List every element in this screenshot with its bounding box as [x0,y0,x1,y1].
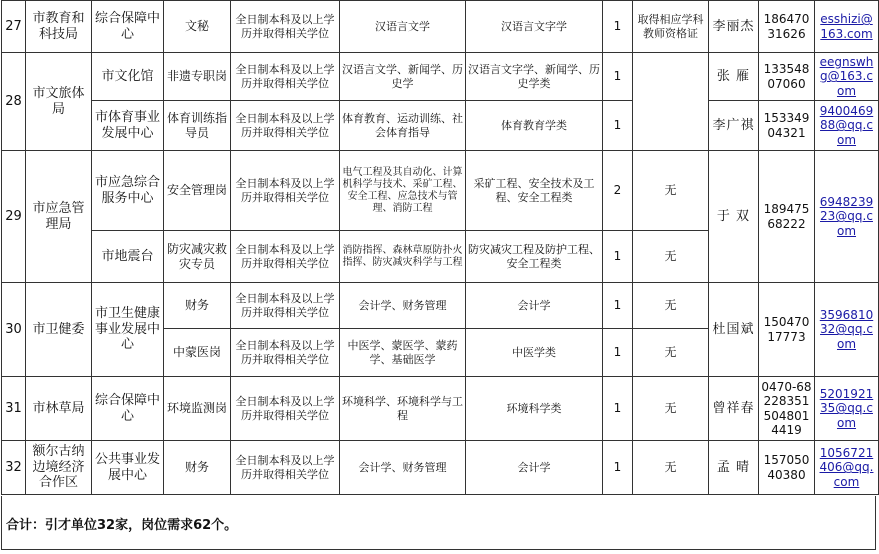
education-cell: 全日制本科及以上学历并取得相关学位 [231,53,340,101]
graduate-major-cell: 消防指挥、森林草原防扑火指挥、防灾减灾科学与工程 [340,231,466,283]
row-number: 30 [2,283,26,377]
row-number: 27 [2,1,26,53]
position-table [1,0,879,495]
contact-person-cell: 李广祺 [709,101,759,151]
table-row [2,283,879,329]
table-row [2,101,879,151]
education-cell: 全日制本科及以上学历并取得相关学位 [231,231,340,283]
other-requirement-cell [633,53,709,151]
contact-person-cell: 曾祥春 [709,377,759,441]
post-cell: 安全管理岗 [164,151,231,231]
post-cell: 防灾减灾救灾专员 [164,231,231,283]
count-cell: 1 [603,53,633,101]
department-cell: 额尔古纳边境经济合作区 [26,441,92,495]
unit-cell: 市应急综合服务中心 [92,151,164,231]
count-cell: 1 [603,329,633,377]
department-cell: 市林草局 [26,377,92,441]
post-cell: 体育训练指导员 [164,101,231,151]
graduate-major-cell: 汉语言文学 [340,1,466,53]
education-cell: 全日制本科及以上学历并取得相关学位 [231,151,340,231]
undergraduate-major-cell: 采矿工程、安全技术及工程、安全工程类 [466,151,603,231]
summary-footer [1,496,876,550]
graduate-major-cell: 中医学、蒙医学、蒙药学、基础医学 [340,329,466,377]
phone-cell: 15047017773 [759,283,815,377]
unit-cell: 市体育事业发展中心 [92,101,164,151]
unit-cell: 公共事业发展中心 [92,441,164,495]
department-cell: 市卫健委 [26,283,92,377]
count-cell: 1 [603,1,633,53]
unit-cell: 市卫生健康事业发展中心 [92,283,164,377]
phone-cell: 0470-682283515048014419 [759,377,815,441]
graduate-major-cell: 汉语言文学、新闻学、历史学 [340,53,466,101]
other-requirement-cell: 无 [633,329,709,377]
email-link[interactable]: 1056721406@qq.com [815,441,879,495]
table-row [2,53,879,101]
email-link[interactable]: 520192135@qq.com [815,377,879,441]
graduate-major-cell: 会计学、财务管理 [340,283,466,329]
department-cell: 市教育和科技局 [26,1,92,53]
other-requirement-cell: 无 [633,441,709,495]
table-row [2,151,879,231]
table-row [2,377,879,441]
graduate-major-cell: 环境科学、环境科学与工程 [340,377,466,441]
email-link[interactable]: 359681032@qq.com [815,283,879,377]
count-cell: 1 [603,377,633,441]
count-cell: 1 [603,231,633,283]
email-link[interactable]: esshizi@163.com [815,1,879,53]
unit-cell: 综合保障中心 [92,1,164,53]
post-cell: 非遗专职岗 [164,53,231,101]
email-link[interactable]: 940046988@qq.com [815,101,879,151]
other-requirement-cell: 取得相应学科教师资格证 [633,1,709,53]
row-number: 31 [2,377,26,441]
post-cell: 环境监测岗 [164,377,231,441]
phone-cell: 18947568222 [759,151,815,283]
undergraduate-major-cell: 环境科学类 [466,377,603,441]
contact-person-cell: 孟 晴 [709,441,759,495]
other-requirement-cell: 无 [633,377,709,441]
post-cell: 财务 [164,283,231,329]
email-link[interactable]: eegnswhg@163.com [815,53,879,101]
contact-person-cell: 张 雁 [709,53,759,101]
other-requirement-cell: 无 [633,231,709,283]
undergraduate-major-cell: 汉语言文字学、新闻学、历史学类 [466,53,603,101]
unit-cell: 市文化馆 [92,53,164,101]
education-cell: 全日制本科及以上学历并取得相关学位 [231,329,340,377]
contact-person-cell: 杜国斌 [709,283,759,377]
education-cell: 全日制本科及以上学历并取得相关学位 [231,1,340,53]
row-number: 28 [2,53,26,151]
education-cell: 全日制本科及以上学历并取得相关学位 [231,101,340,151]
undergraduate-major-cell: 防灾减灾工程及防护工程、安全工程类 [466,231,603,283]
undergraduate-major-cell: 汉语言文字学 [466,1,603,53]
undergraduate-major-cell: 中医学类 [466,329,603,377]
table-row [2,1,879,53]
education-cell: 全日制本科及以上学历并取得相关学位 [231,441,340,495]
other-requirement-cell: 无 [633,151,709,231]
post-cell: 财务 [164,441,231,495]
summary-text: 合计：引才单位32家，岗位需求62个。 [6,518,238,533]
graduate-major-cell: 会计学、财务管理 [340,441,466,495]
count-cell: 1 [603,283,633,329]
department-cell: 市文旅体局 [26,53,92,151]
graduate-major-cell: 电气工程及其自动化、计算机科学与技术、采矿工程、安全工程、应急技术与管理、消防工程 [340,151,466,231]
phone-cell: 15705040380 [759,441,815,495]
row-number: 32 [2,441,26,495]
count-cell: 1 [603,101,633,151]
unit-cell: 市地震台 [92,231,164,283]
count-cell: 2 [603,151,633,231]
contact-person-cell: 于 双 [709,151,759,283]
post-cell: 中蒙医岗 [164,329,231,377]
unit-cell: 综合保障中心 [92,377,164,441]
row-number: 29 [2,151,26,283]
graduate-major-cell: 体育教育、运动训练、社会体育指导 [340,101,466,151]
undergraduate-major-cell: 体育教育学类 [466,101,603,151]
count-cell: 1 [603,441,633,495]
education-cell: 全日制本科及以上学历并取得相关学位 [231,377,340,441]
department-cell: 市应急管理局 [26,151,92,283]
phone-cell: 15334904321 [759,101,815,151]
other-requirement-cell: 无 [633,283,709,329]
undergraduate-major-cell: 会计学 [466,283,603,329]
undergraduate-major-cell: 会计学 [466,441,603,495]
phone-cell: 18647031626 [759,1,815,53]
email-link[interactable]: 694823923@qq.com [815,151,879,283]
post-cell: 文秘 [164,1,231,53]
phone-cell: 13354807060 [759,53,815,101]
table-row [2,441,879,495]
education-cell: 全日制本科及以上学历并取得相关学位 [231,283,340,329]
contact-person-cell: 李丽杰 [709,1,759,53]
